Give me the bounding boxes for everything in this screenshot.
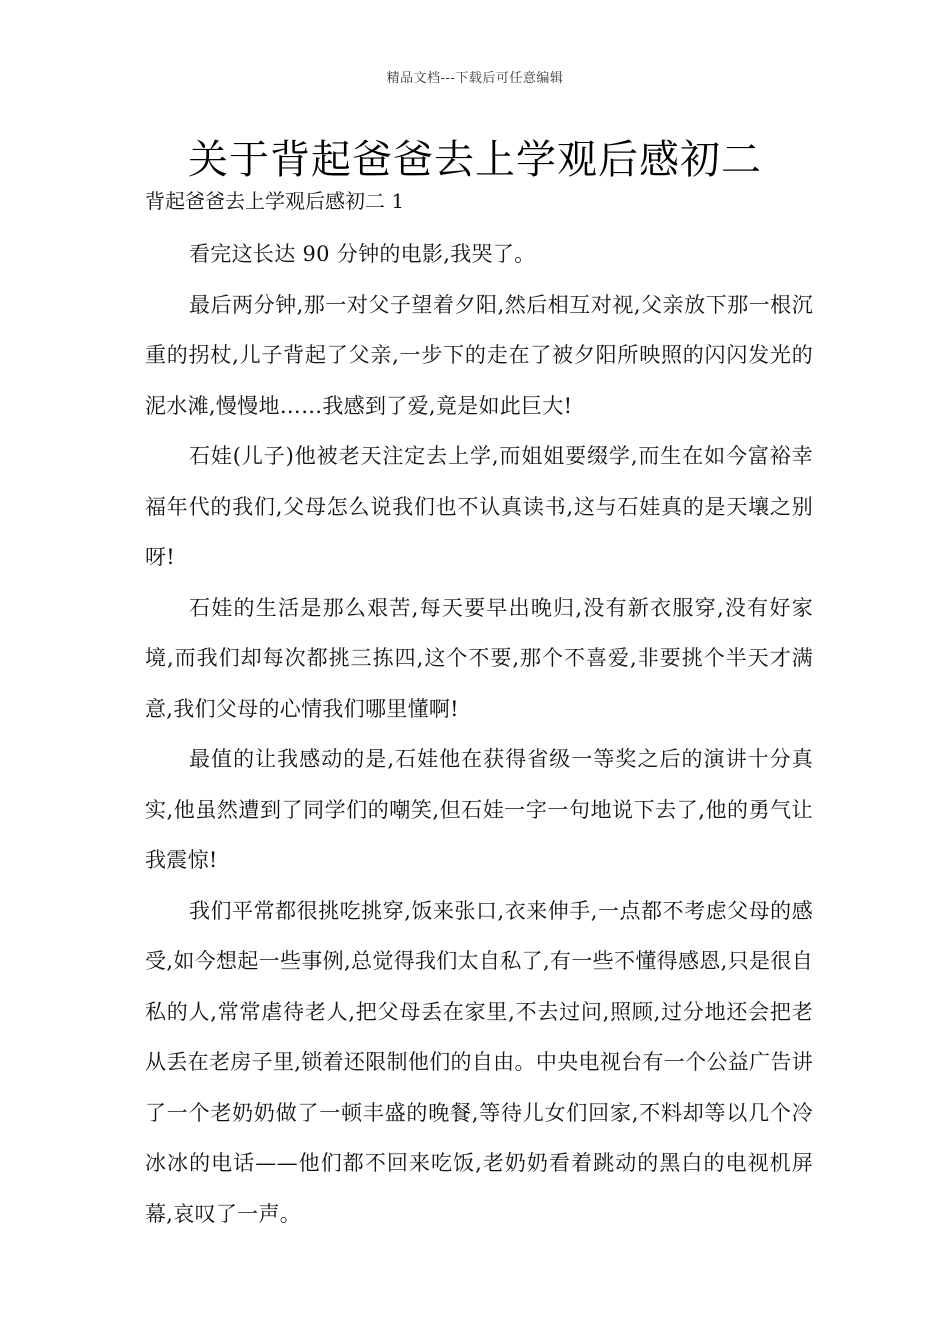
header-note: 精品文档---下载后可任意编辑 bbox=[386, 71, 564, 86]
document-body bbox=[145, 229, 813, 1239]
paragraph: 最值的让我感动的是,石娃他在获得省级一等奖之后的演讲十分真实,他虽然遭到了同学们的嘲笑,但石娃一字一句地说下去了,他的勇气让我震惊! bbox=[145, 747, 813, 872]
paragraph: 最后两分钟,那一对父子望着夕阳,然后相互对视,父亲放下那一根沉重的拐杖,儿子背起了父亲,一步下的走在了被夕阳所映照的闪闪发光的泥水滩,慢慢地……我感到了爱,竟是如此巨大! bbox=[145, 292, 813, 418]
paragraph: 石娃(儿子)他被老天注定去上学,而姐姐要缀学,而生在如今富裕幸福年代的我们,父母怎么说我们也不认真读书,这与石娃真的是天壤之别呀! bbox=[145, 444, 813, 569]
paragraph: 我们平常都很挑吃挑穿,饭来张口,衣来伸手,一点都不考虑父母的感受,如今想起一些事例,总觉得我们太自私了,有一些不懂得感恩,只是很自私的人,常常虐待老人,把父母丢在家里,不去过问,照顾,过分地还会把老从丢在老房子里,锁着还限制他们的自由。中央电视台有一个公益广告讲了一个老奶奶做了一顿丰盛的晚餐,等待儿女们回家,不料却等以几个冷冰冰的电话——他们都不回来吃饭,老奶奶看着跳动的黑白的电视机屏幕,哀叹了一声。 bbox=[145, 898, 813, 1226]
section-subtitle: 背起爸爸去上学观后感初二 1 bbox=[145, 189, 405, 213]
paragraph: 看完这长达 90 分钟的电影,我哭了。 bbox=[189, 242, 536, 266]
paragraph: 石娃的生活是那么艰苦,每天要早出晚归,没有新衣服穿,没有好家境,而我们却每次都挑三拣四,这个不要,那个不喜爱,非要挑个半天才满意,我们父母的心情我们哪里懂啊! bbox=[145, 595, 813, 721]
page-title: 关于背起爸爸去上学观后感初二 bbox=[188, 137, 762, 183]
